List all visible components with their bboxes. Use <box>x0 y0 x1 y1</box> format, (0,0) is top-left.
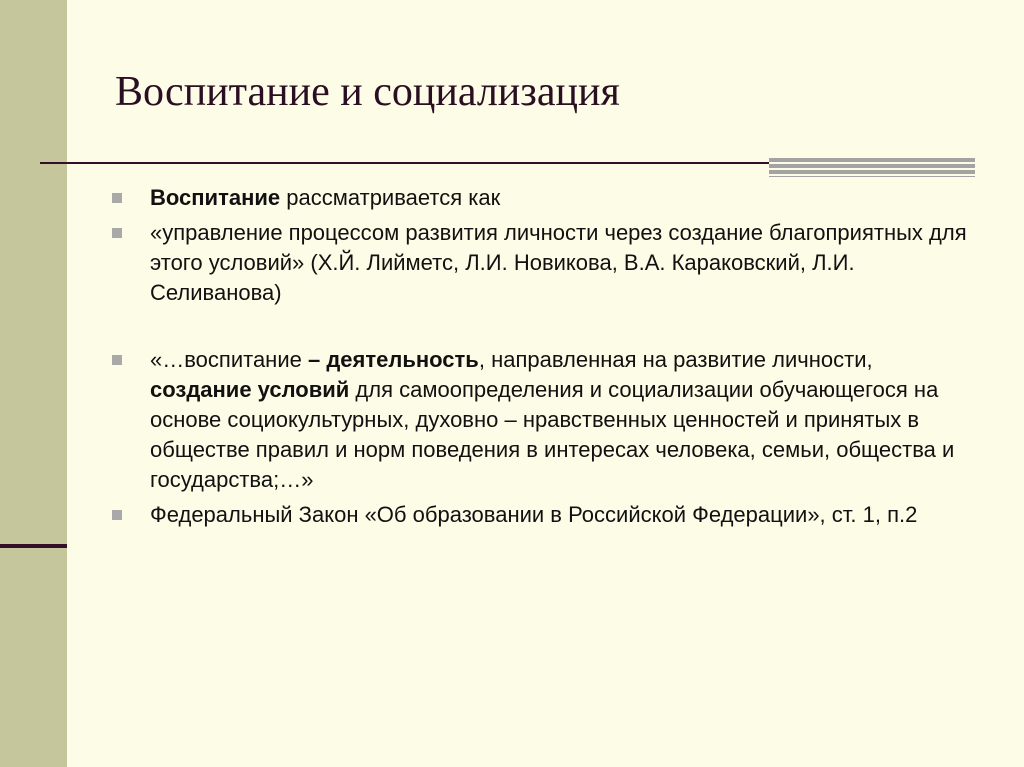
bullet-item-3 <box>112 345 972 495</box>
bullet-3-text-2: , направленная на развитие личности, <box>478 347 873 372</box>
bullet-3-bold-1: – деятельность <box>307 347 479 372</box>
bullet-1-text: рассматривается как <box>280 185 501 210</box>
bullet-1-bold: Воспитание <box>150 185 281 210</box>
bullet-2-text: «управление процессом развития личности через создание благоприятных для этого условий» (Х.Й. Лийметс, Л.И. Новикова, В.А. Караковский, Л.И. Селиванова) <box>150 220 967 305</box>
bullet-3-text-3: для самоопределения и социализации обучающегося на основе социокультурных, духовно – нравственных ценностей и принятых в обществе правил и норм поведения в интересах человека, семьи, общества и государства;…» <box>150 377 955 492</box>
bullet-item-4 <box>112 500 972 530</box>
bullet-square-icon <box>112 355 122 365</box>
bullet-list <box>112 183 972 535</box>
bullet-3-bold-2: создание условий <box>150 377 350 402</box>
bullet-square-icon <box>112 228 122 238</box>
title-accent-stripes <box>769 158 975 177</box>
bullet-square-icon <box>112 510 122 520</box>
title-underline <box>40 162 806 164</box>
bullet-item-1 <box>112 183 972 213</box>
left-decorative-bar <box>0 0 67 767</box>
bullet-3-text-1: «…воспитание <box>150 347 308 372</box>
bullet-item-2 <box>112 218 972 308</box>
bullet-4-text: Федеральный Закон «Об образовании в Российской Федерации», ст. 1, п.2 <box>150 502 918 527</box>
bullet-square-icon <box>112 193 122 203</box>
left-bar-divider <box>0 544 67 548</box>
slide-title: Воспитание и социализация <box>115 69 620 115</box>
